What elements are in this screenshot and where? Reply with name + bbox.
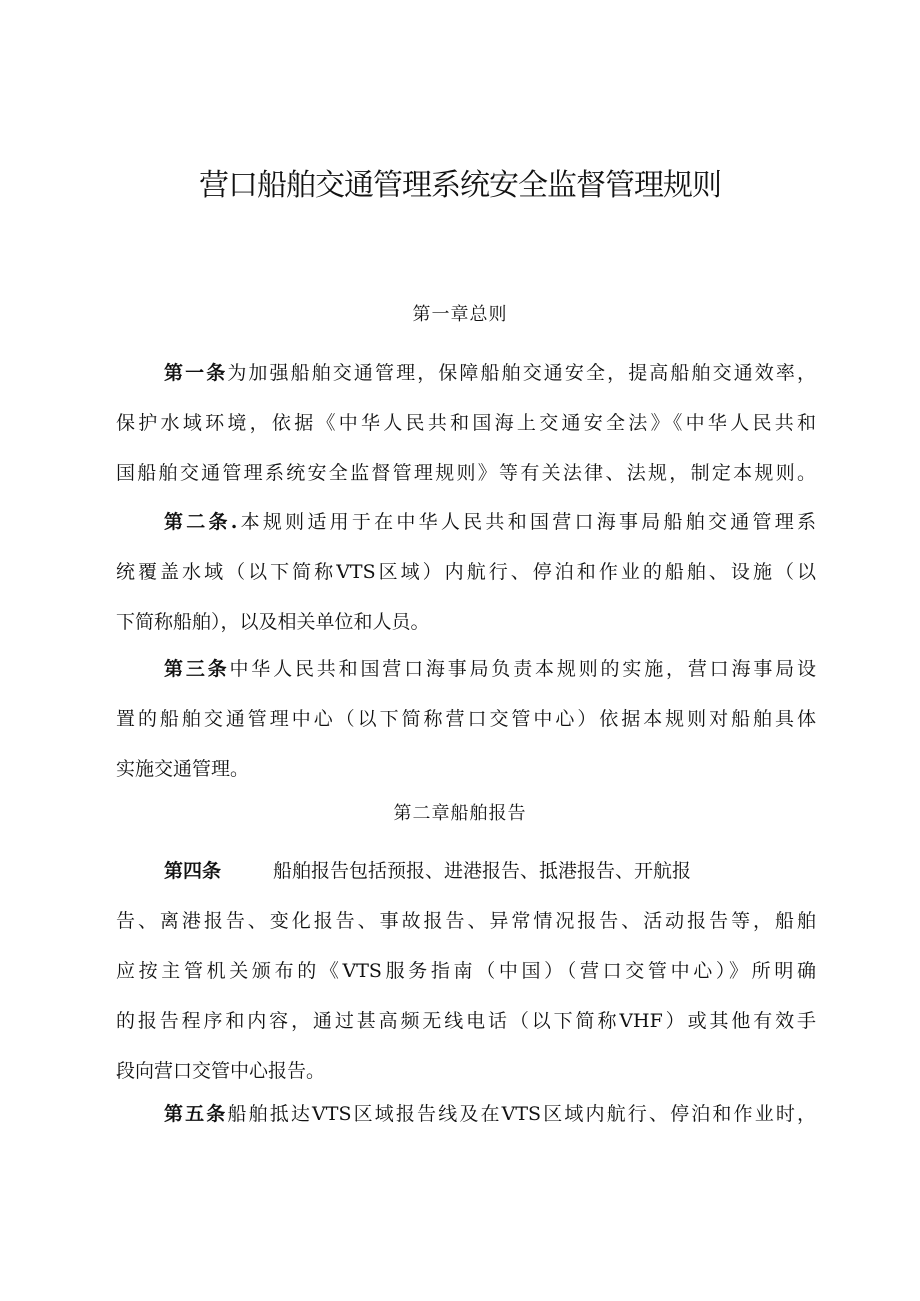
article-4-lead: 第四条 — [164, 860, 222, 882]
article-5-lead: 第五条 — [164, 1103, 228, 1125]
article-5 — [116, 1089, 816, 1139]
article-1-line-3: 国船舶交通管理系统安全监督管理规则》等有关法律、法规，制定本规则。 — [116, 462, 816, 484]
article-4-line-3: 应按主管机关颁布的《VTS服务指南（中国）（营口交管中心）》所明确 — [116, 960, 816, 982]
article-1-line-2: 保护水域环境，依据《中华人民共和国海上交通安全法》《中华人民共和 — [116, 412, 816, 434]
article-4-line-1: 船舶报告包括预报、进港报告、抵港报告、开航报 — [273, 860, 692, 882]
article-4-line-2: 告、离港报告、变化报告、事故报告、异常情况报告、活动报告等，船舶 — [116, 910, 816, 932]
article-3 — [116, 644, 816, 794]
article-3-line-1: 中华人民共和国营口海事局负责本规则的实施，营口海事局设 — [229, 658, 816, 680]
article-3-line-2: 置的船舶交通管理中心（以下简称营口交管中心）依据本规则对船舶具体 — [116, 708, 816, 730]
article-4-line-4: 的报告程序和内容，通过甚高频无线电话（以下简称VHF）或其他有效手 — [116, 1010, 816, 1032]
article-4-line-5: 段向营口交管中心报告。 — [116, 1060, 326, 1082]
article-2-line-1: 本规则适用于在中华人民共和国营口海事局船舶交通管理系 — [237, 511, 816, 533]
article-1-lead: 第一条 — [164, 362, 228, 384]
article-1-line-1: 为加强船舶交通管理，保障船舶交通安全，提高船舶交通效率， — [227, 362, 816, 384]
article-4 — [116, 846, 816, 1096]
article-5-line-1: 船舶抵达VTS区域报告线及在VTS区域内航行、停泊和作业时， — [227, 1103, 816, 1125]
document-title: 营口船舶交通管理系统安全监督管理规则 — [199, 168, 721, 203]
article-2-lead: 第二条. — [164, 511, 238, 533]
article-3-line-3: 实施交通管理。 — [116, 758, 250, 780]
article-3-lead: 第三条 — [164, 658, 230, 680]
article-2 — [116, 497, 816, 647]
article-1 — [116, 348, 816, 498]
article-2-line-3: 下简称船舶），以及相关单位和人员。 — [116, 611, 430, 633]
chapter-heading-1: 第一章总则 — [412, 304, 508, 325]
chapter-heading-2: 第二章船舶报告 — [393, 803, 527, 824]
article-2-line-2: 统覆盖水域（以下简称VTS区域）内航行、停泊和作业的船舶、设施（以 — [116, 561, 816, 583]
